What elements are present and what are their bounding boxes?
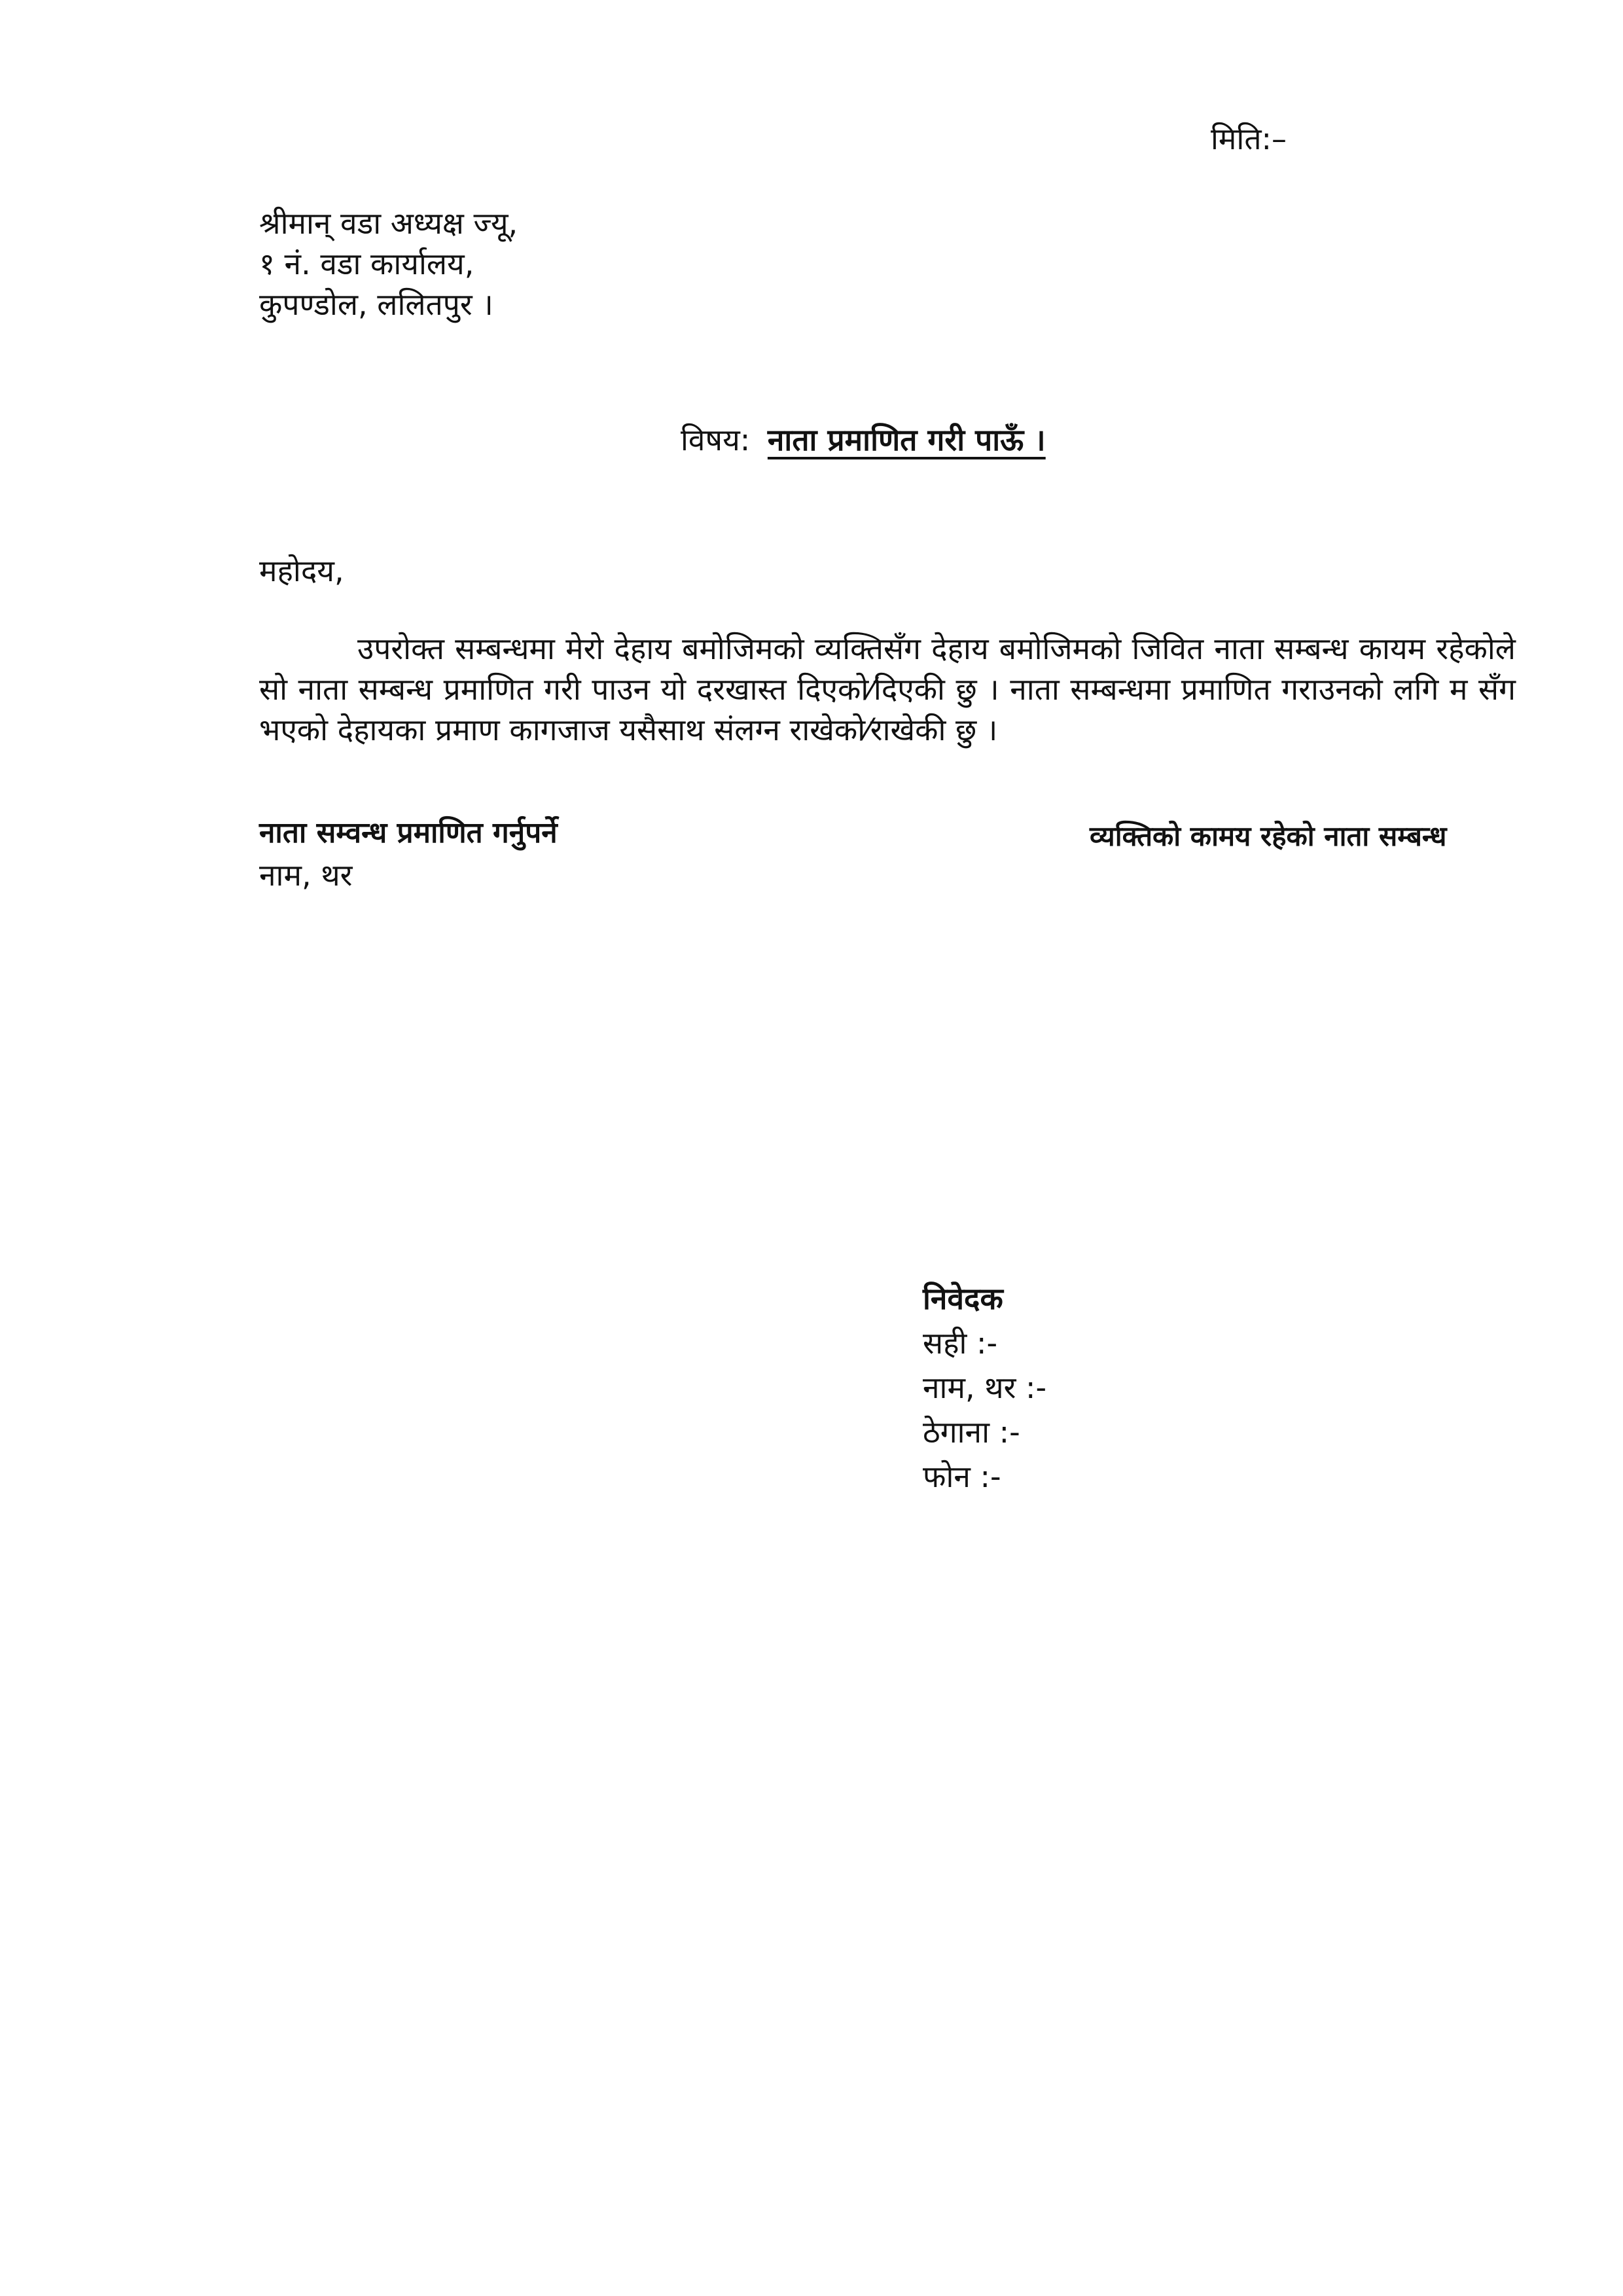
applicant-title: निवेदक [923, 1281, 1003, 1316]
subject-label: विषय: [681, 422, 751, 457]
recipient-line-2: १ नं. वडा कार्यालय, [259, 246, 474, 281]
applicant-name-line: नाम, थर :- [923, 1370, 1047, 1405]
applicant-block [923, 1276, 1046, 1499]
applicant-address-line: ठेगाना :- [923, 1414, 1020, 1450]
subject-text: नाता प्रमाणित गरी पाऊँ । [767, 422, 1046, 457]
subject-line [681, 419, 1046, 459]
applicant-phone-line: फोन :- [923, 1459, 1001, 1494]
body-paragraph: उपरोक्त सम्बन्धमा मेरो देहाय बमोजिमको व्यक्तिसँग देहाय बमोजिमको जिवित नाता सम्बन्ध कायम रहेकोले सो नाता सम्बन्ध प्रमाणित गरी पाउन यो दरखास्त दिएको⁄दिएकी छु । नाता सम्बन्धमा प्रमाणित गराउनको लगि म सँग भएको देहायका प्रमाण कागजाज यसैसाथ संलग्न राखेको⁄राखेकी छु । [259, 631, 1516, 747]
recipient-line-1: श्रीमान् वडा अध्यक्ष ज्यू, [259, 206, 518, 241]
salutation: महोदय, [259, 553, 344, 588]
relation-left-subheading: नाम, थर [259, 857, 353, 893]
recipient-address [259, 203, 518, 325]
applicant-signature-line: सही :- [923, 1325, 998, 1361]
recipient-line-3: कुपण्डोल, ललितपुर । [259, 287, 493, 322]
date-label: मिति:– [1211, 121, 1287, 156]
relation-right-heading: व्यक्तिको कामय रहेको नाता सम्बन्ध [1090, 820, 1447, 852]
relation-left-heading: नाता सम्वन्ध प्रमाणित गर्नुपर्ने [259, 816, 558, 850]
